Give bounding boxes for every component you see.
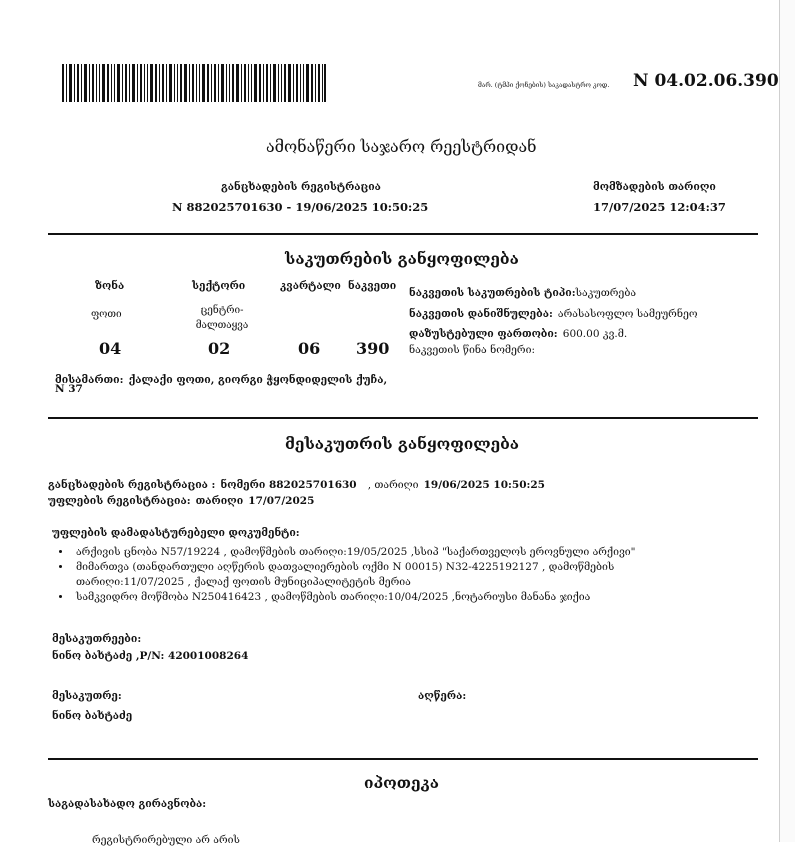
purpose-value: არასასოფლო სამეურნეო xyxy=(557,308,698,320)
owner-section-title: მესაკუთრის განყოფილება xyxy=(285,434,520,453)
document-list xyxy=(52,545,712,605)
quarter-header: კვარტალი xyxy=(280,280,341,292)
app-registration-value: N 882025701630 - 19/06/2025 10:50:25 xyxy=(172,200,429,214)
zone-code: 04 xyxy=(99,339,122,358)
description-label: აღწერა: xyxy=(418,690,467,702)
prepared-date-label: მომზადების თარიღი xyxy=(593,181,716,193)
purpose-label: ნაკვეთის დანიშნულება: xyxy=(409,308,553,320)
area-label: დაზუსტებული ფართობი: xyxy=(409,328,558,340)
address-label: მისამართი: xyxy=(55,374,124,386)
area-value: 600.00 კვ.მ. xyxy=(562,328,628,340)
area-row xyxy=(409,322,627,341)
app-registration-label: განცხადების რეგისტრაცია xyxy=(221,181,381,193)
owners-label: მესაკუთრეები: xyxy=(52,633,142,645)
sector-name: ცენტრი- მალთაყვა xyxy=(195,305,249,331)
divider xyxy=(48,233,758,235)
right-reg-row xyxy=(48,489,314,508)
quarter-code: 06 xyxy=(298,339,321,358)
right-reg-date-label: თარიღი xyxy=(195,495,244,507)
ownership-type-row xyxy=(409,281,636,300)
docs-label: უფლების დამადასტურებელი დოკუმენტი: xyxy=(52,527,300,539)
list-item: • სამკვიდრო მოწმობა N250416423 , დამოწმების თარიღი:10/04/2025 ,ნოტარიუსი მანანა ჯიქია xyxy=(72,590,712,605)
list-item: • მიმართვა (თანდართული აღწერის დათვალიერების ოქმი N 00015) N32-4225192127 , დამოწმების თარიღი:11/07/2025 , ქალაქ ფოთის მუნიციპალიტეტის მერია xyxy=(72,560,712,590)
address-value-line2: N 37 xyxy=(55,383,83,395)
parcel-header: ნაკვეთი xyxy=(348,280,397,292)
parcel-code: 390 xyxy=(356,339,390,358)
right-reg-label: უფლების რეგისტრაცია: xyxy=(48,495,191,507)
ownership-type-value: საკუთრება xyxy=(575,287,637,299)
owner-app-reg-date-label: , თარიღი xyxy=(367,479,419,491)
document-title: ამონაწერი საჯარო რეესტრიდან xyxy=(266,137,537,156)
divider xyxy=(48,417,758,419)
address-value: ქალაქი ფოთი, გიორგი ჭყონდიდელის ქუჩა, xyxy=(128,374,388,386)
purpose-row xyxy=(409,302,698,321)
right-reg-date-value: 17/07/2025 xyxy=(248,495,315,507)
tax-lien-value: რეგისტრირებული არ არის xyxy=(92,834,240,846)
owner-app-reg-label: განცხადების რეგისტრაცია : xyxy=(48,479,216,491)
address-row xyxy=(55,368,387,387)
document-number: N 04.02.06.390 xyxy=(633,71,779,91)
sector-code: 02 xyxy=(208,339,231,358)
owner-label: მესაკუთრე: xyxy=(52,690,122,702)
office-caption: მარ. (ტმპი ქონების) საკადასტრო კოდ. xyxy=(478,81,610,89)
barcode-graphic xyxy=(62,64,326,102)
prev-number-label: ნაკვეთის წინა ნომერი: xyxy=(409,344,535,356)
sector-header: სექტორი xyxy=(192,280,246,292)
divider xyxy=(48,758,758,760)
tax-lien-label: საგადასახადო გირავნობა: xyxy=(48,798,207,810)
zone-name: ფოთი xyxy=(91,309,122,320)
list-item: • არქივის ცნობა N57/19224 , დამოწმების თარიღი:19/05/2025 ,სსიპ "საქართველოს ეროვნული არქივი" xyxy=(72,545,712,560)
ownership-type-label: ნაკვეთის საკუთრების ტიპი: xyxy=(409,287,576,299)
owner-app-reg-date-value: 19/06/2025 10:50:25 xyxy=(423,479,545,491)
owners-value: ნინო ბახტაძე ,P/N: 42001008264 xyxy=(52,650,249,662)
scrollbar[interactable] xyxy=(780,0,795,842)
property-section-title: საკუთრების განყოფილება xyxy=(285,249,519,268)
barcode xyxy=(62,64,326,102)
prepared-date-value: 17/07/2025 12:04:37 xyxy=(593,200,726,214)
zone-header: ზონა xyxy=(95,280,125,292)
mortgage-section-title: იპოთეკა xyxy=(364,773,440,792)
owner-value: ნინო ბახტაძე xyxy=(52,710,133,722)
owner-app-reg-value: ნომერი 882025701630 xyxy=(220,479,357,491)
